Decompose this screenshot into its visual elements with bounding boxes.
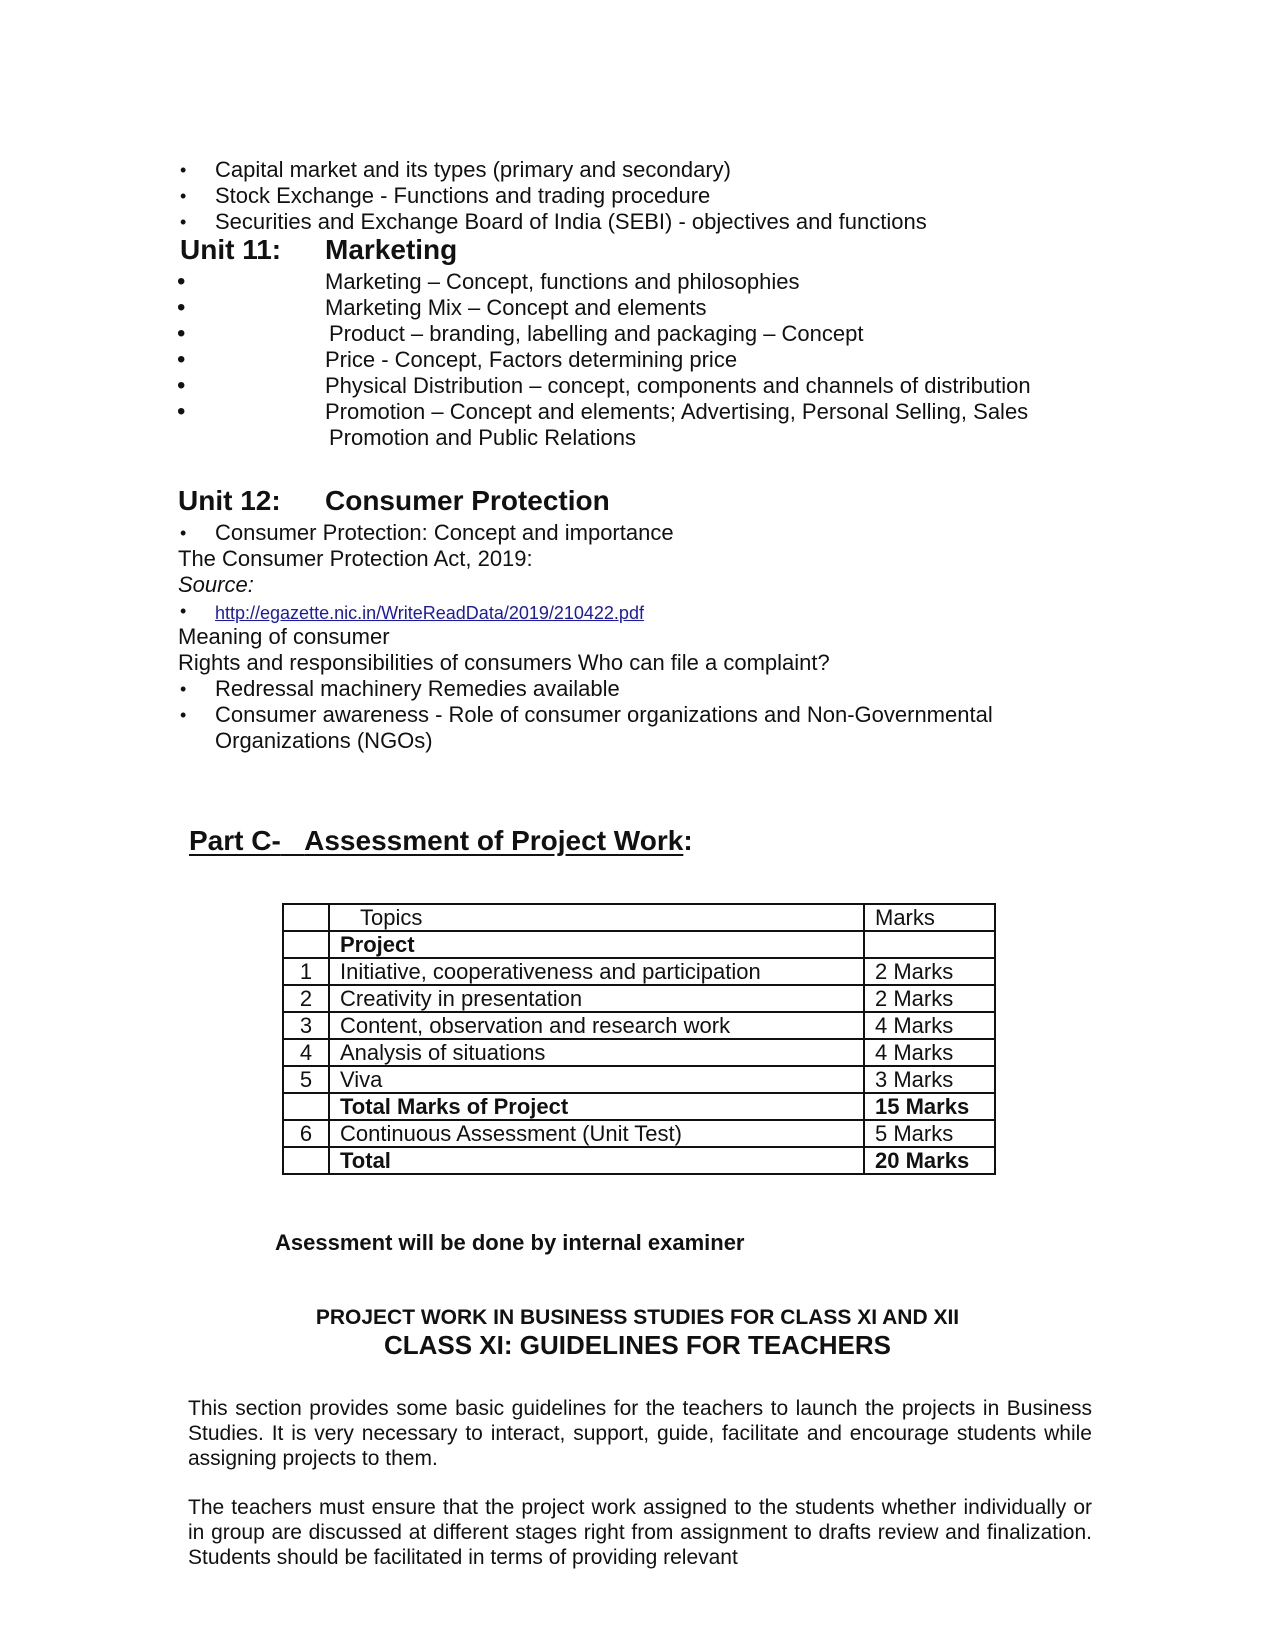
bullet-dot: • xyxy=(177,320,186,347)
bullet-dot: • xyxy=(177,268,186,295)
bullet-dot: • xyxy=(180,212,187,232)
egazette-link[interactable]: http://egazette.nic.in/WriteReadData/2019/210422.pdf xyxy=(215,603,644,623)
part-c-prefix: Part C- xyxy=(189,825,281,856)
bullet-dot: • xyxy=(180,679,187,699)
table-cell-marks: 2 Marks xyxy=(864,958,995,985)
part-c-gap xyxy=(281,825,304,856)
table-row xyxy=(283,958,995,985)
unit11-item: Promotion – Concept and elements; Advertising, Personal Selling, Sales xyxy=(325,399,1029,424)
bullet-dot: • xyxy=(180,523,187,543)
table-cell-num: 5 xyxy=(283,1066,329,1093)
table-cell-num xyxy=(283,1093,329,1120)
table-cell-num: 1 xyxy=(283,958,329,985)
unit12-title: Consumer Protection xyxy=(325,485,610,516)
part-c-heading xyxy=(189,825,693,857)
table-cell-topic: Initiative, cooperativeness and participation xyxy=(329,958,864,985)
unit12-bullet: Consumer awareness - Role of consumer organizations and Non-Governmental xyxy=(215,702,993,727)
table-row xyxy=(283,1120,995,1147)
unit12-bullet: Consumer Protection: Concept and importance xyxy=(215,520,674,545)
act-title: The Consumer Protection Act, 2019: xyxy=(178,546,533,571)
table-cell-marks: 2 Marks xyxy=(864,985,995,1012)
assessment-note: Asessment will be done by internal examiner xyxy=(275,1230,745,1255)
table-cell-topic: Analysis of situations xyxy=(329,1039,864,1066)
table-cell-num xyxy=(283,931,329,958)
table-row xyxy=(283,1012,995,1039)
unit11-item: Price - Concept, Factors determining price xyxy=(325,347,738,372)
table-cell-num: 2 xyxy=(283,985,329,1012)
unit12-bullet-continued: Organizations (NGOs) xyxy=(215,728,433,753)
unit11-item-continued: Promotion and Public Relations xyxy=(329,425,636,450)
table-cell-num: 4 xyxy=(283,1039,329,1066)
table-cell-marks: 20 Marks xyxy=(864,1147,995,1174)
unit11-item: Marketing Mix – Concept and elements xyxy=(325,295,707,320)
table-cell-marks: 5 Marks xyxy=(864,1120,995,1147)
bullet-dot: • xyxy=(180,186,187,206)
table-cell-marks xyxy=(864,931,995,958)
table-row xyxy=(283,931,995,958)
table-cell-marks: 3 Marks xyxy=(864,1066,995,1093)
rights-line: Rights and responsibilities of consumers Who can file a complaint? xyxy=(178,650,830,675)
unit12-bullet: Redressal machinery Remedies available xyxy=(215,676,620,701)
bullet-dot: • xyxy=(177,398,186,425)
table-row xyxy=(283,1039,995,1066)
table-cell-topic: Content, observation and research work xyxy=(329,1012,864,1039)
table-row xyxy=(283,1093,995,1120)
unit11-title: Marketing xyxy=(325,234,458,265)
bullet-dot: • xyxy=(177,294,186,321)
table-cell-topic: Viva xyxy=(329,1066,864,1093)
table-header-topics xyxy=(329,904,864,931)
unit11-item: Marketing – Concept, functions and philosophies xyxy=(325,269,800,294)
guidelines-paragraph-2: The teachers must ensure that the project work assigned to the students whether individually or in group are discussed at different stages right from assignment to drafts review and finalization. Students should be facilitated in terms of providing relevant xyxy=(188,1496,1092,1569)
table-cell-topic: Continuous Assessment (Unit Test) xyxy=(329,1120,864,1147)
capital-market-item: Capital market and its types (primary and secondary) xyxy=(215,157,731,182)
table-header-row xyxy=(283,904,995,931)
unit11-item: Physical Distribution – concept, components and channels of distribution xyxy=(325,373,1031,398)
table-row xyxy=(283,1066,995,1093)
table-cell-topic: Creativity in presentation xyxy=(329,985,864,1012)
bullet-dot: • xyxy=(180,705,187,725)
assessment-table-body xyxy=(283,904,995,1174)
bullet-dot: • xyxy=(177,372,186,399)
capital-market-item: Securities and Exchange Board of India (SEBI) - objectives and functions xyxy=(215,209,927,234)
table-cell-num xyxy=(283,904,329,931)
unit11-item: Product – branding, labelling and packaging – Concept xyxy=(329,321,864,346)
meaning-line: Meaning of consumer xyxy=(178,624,390,649)
guidelines-heading: CLASS XI: GUIDELINES FOR TEACHERS xyxy=(383,1330,892,1360)
bullet-dot: • xyxy=(180,160,187,180)
guidelines-paragraph-1: This section provides some basic guidelines for the teachers to launch the projects in Business Studies. It is very necessary to interact, support, guide, facilitate and encourage students while assigning projects to them. xyxy=(188,1397,1092,1470)
source-label: Source: xyxy=(178,572,254,597)
table-cell-marks: 4 Marks xyxy=(864,1012,995,1039)
bullet-dot: • xyxy=(180,601,187,621)
assessment-table xyxy=(282,903,996,1175)
table-cell-marks: 15 Marks xyxy=(864,1093,995,1120)
table-cell-topic: Total Marks of Project xyxy=(329,1093,864,1120)
part-c-colon: : xyxy=(683,825,693,856)
table-row xyxy=(283,1147,995,1174)
table-cell-num: 3 xyxy=(283,1012,329,1039)
project-heading: PROJECT WORK IN BUSINESS STUDIES FOR CLASS XI AND XII xyxy=(315,1306,960,1329)
table-cell-topic: Total xyxy=(329,1147,864,1174)
table-row xyxy=(283,985,995,1012)
table-header-marks: Marks xyxy=(864,904,995,931)
table-cell-topic: Project xyxy=(329,931,864,958)
part-c-title: Assessment of Project Work xyxy=(304,825,684,856)
unit11-label: Unit 11: xyxy=(180,234,282,265)
table-cell-marks: 4 Marks xyxy=(864,1039,995,1066)
topics-header-text: Topics xyxy=(360,905,423,930)
table-cell-num xyxy=(283,1147,329,1174)
capital-market-item: Stock Exchange - Functions and trading procedure xyxy=(215,183,711,208)
table-cell-num: 6 xyxy=(283,1120,329,1147)
bullet-dot: • xyxy=(177,346,186,373)
unit12-label: Unit 12: xyxy=(178,485,281,516)
